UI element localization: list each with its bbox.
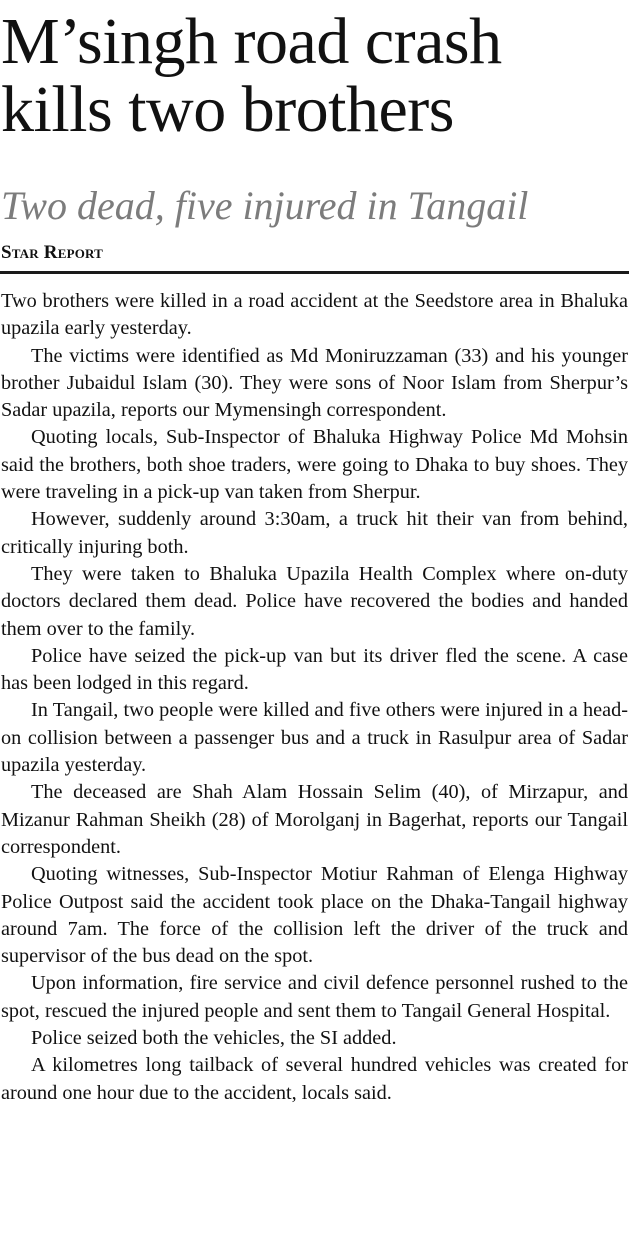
article-paragraph: The victims were identified as Md Moniruzzaman (33) and his younger brother Jubaidul Islam (30). They were sons of Noor Islam from Sherpur’s Sadar upazila, reports our Mymensingh correspondent. (1, 344, 628, 422)
article-paragraph: Quoting locals, Sub-Inspector of Bhaluka Highway Police Md Mohsin said the brothers, both shoe traders, were going to Dhaka to buy shoes. They were traveling in a pick-up van taken from Sherpur. (1, 426, 628, 504)
byline-divider (0, 271, 629, 274)
article-paragraph: However, suddenly around 3:30am, a truck hit their van from behind, critically injuring both. (1, 508, 628, 558)
byline: Star Report (1, 242, 104, 263)
article-paragraph: In Tangail, two people were killed and five others were injured in a head-on collision between a passenger bus and a truck in Rasulpur area of Sadar upazila yesterday. (1, 699, 628, 777)
article-paragraph: Upon information, fire service and civil defence personnel rushed to the spot, rescued the injured people and sent them to Tangail General Hospital. (1, 972, 628, 1022)
article-body (1, 288, 628, 1107)
article-paragraph: They were taken to Bhaluka Upazila Health Complex where on-duty doctors declared them dead. Police have recovered the bodies and handed them over to the family. (1, 562, 628, 640)
article-paragraph: The deceased are Shah Alam Hossain Selim (40), of Mirzapur, and Mizanur Rahman Sheikh (28) of Morolganj in Bagerhat, reports our Tangail correspondent. (1, 781, 628, 858)
article-paragraph: Police have seized the pick-up van but its driver fled the scene. A case has been lodged in this regard. (1, 644, 628, 695)
article-paragraph: Two brothers were killed in a road accident at the Seedstore area in Bhaluka upazila early yesterday. (1, 290, 628, 340)
article-paragraph: Quoting witnesses, Sub-Inspector Motiur Rahman of Elenga Highway Police Outpost said the accident took place on the Dhaka-Tangail highway around 7am. The force of the collision left the driver of the truck and supervisor of the bus dead on the spot. (1, 863, 628, 968)
headline: M’singh road crash kills two brothers (1, 5, 502, 146)
subheadline: Two dead, five injured in Tangail (1, 183, 529, 228)
article-paragraph: A kilometres long tailback of several hundred vehicles was created for around one hour due to the accident, locals said. (1, 1054, 628, 1104)
article-paragraph: Police seized both the vehicles, the SI added. (31, 1027, 397, 1050)
